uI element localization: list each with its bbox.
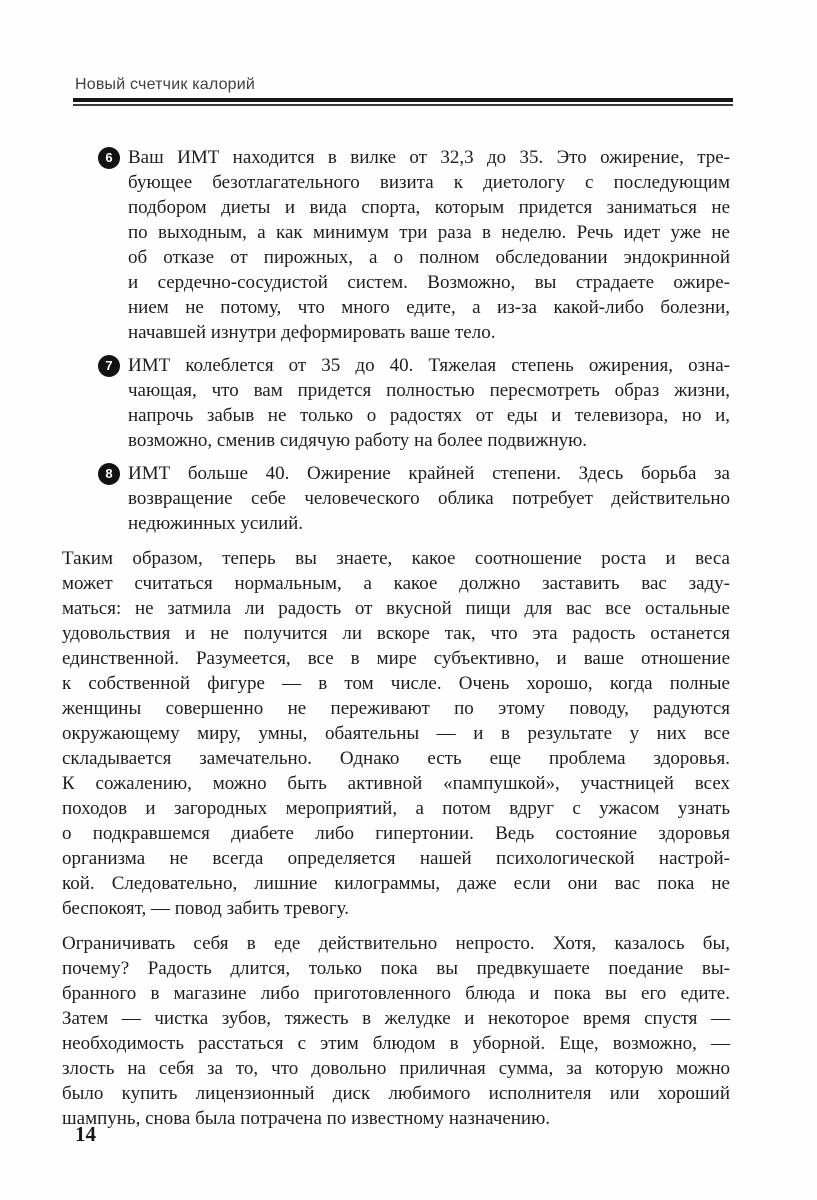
text-line: кой. Следовательно, лишние килограммы, даже если они вас пока не — [62, 873, 730, 894]
numbered-item-7 — [98, 353, 730, 453]
header-rule — [73, 98, 733, 106]
text-line: единственной. Разумеется, все в мире субъективно, и ваше отношение — [62, 648, 730, 669]
text-line: почему? Радость длится, только пока вы предвкушаете поедание вы- — [62, 958, 730, 979]
text-line: было купить лицензионный диск любимого исполнителя или хороший — [62, 1083, 730, 1104]
text-line: по выходным, а как минимум три раза в неделю. Речь идет уже не — [128, 222, 730, 243]
text-line: К сожалению, можно быть активной «пампушкой», участницей всех — [62, 773, 730, 794]
body-paragraph-2 — [62, 931, 730, 1131]
page-number: 14 — [75, 1122, 96, 1146]
text-line: злость на себя за то, что довольно приличная сумма, за которую можно — [62, 1058, 730, 1079]
text-line: ИМТ больше 40. Ожирение крайней степени. Здесь борьба за — [128, 463, 730, 484]
number-badge-icon: 8 — [98, 463, 120, 485]
text-line: Ограничивать себя в еде действительно непросто. Хотя, казалось бы, — [62, 933, 730, 954]
text-line: походов и загородных мероприятий, а потом вдруг с ужасом узнать — [62, 798, 730, 819]
text-line: складывается замечательно. Однако есть еще проблема здоровья. — [62, 748, 730, 769]
text-line: об отказе от пирожных, а о полном обследовании эндокринной — [128, 247, 730, 268]
body-paragraph-1 — [62, 546, 730, 921]
text-line: недюжинных усилий. — [128, 513, 304, 534]
text-line: Затем — чистка зубов, тяжесть в желудке и некоторое время спустя — — [62, 1008, 730, 1029]
text-line: начавшей изнутри деформировать ваше тело. — [128, 322, 496, 343]
text-line: маться: не затмила ли радость от вкусной пищи для вас все остальные — [62, 598, 730, 619]
text-line: возвращение себе человеческого облика потребует действительно — [128, 488, 730, 509]
text-line: беспокоят, — повод забить тревогу. — [62, 898, 350, 919]
number-badge-icon: 7 — [98, 355, 120, 377]
text-line: необходимость расстаться с этим блюдом в уборной. Еще, возможно, — — [62, 1033, 730, 1054]
text-line: удовольствия и не получится ли вскоре так, что эта радость останется — [62, 623, 730, 644]
text-line: Таким образом, теперь вы знаете, какое соотношение роста и веса — [62, 548, 730, 569]
text-line: напрочь забыв не только о радостях от еды и телевизора, но и, — [128, 405, 730, 426]
numbered-item-8 — [98, 461, 730, 536]
text-line: нием не потому, что много едите, а из-за какой-либо болезни, — [128, 297, 730, 318]
text-line: чающая, что вам придется полностью пересмотреть образ жизни, — [128, 380, 730, 401]
text-line: и сердечно-сосудистой систем. Возможно, вы страдаете ожире- — [128, 272, 730, 293]
text-line: к собственной фигуре — в том числе. Очень хорошо, когда полные — [62, 673, 730, 694]
page-body — [62, 145, 730, 1131]
text-line: организма не всегда определяется нашей психологической настрой- — [62, 848, 730, 869]
running-header: Новый счетчик калорий — [75, 76, 256, 93]
text-line: подбором диеты и вида спорта, которым придется заниматься не — [128, 197, 730, 218]
header-rule-thin-line — [73, 104, 733, 106]
text-line: ИМТ колеблется от 35 до 40. Тяжелая степень ожирения, озна- — [128, 355, 730, 376]
text-line: женщины совершенно не переживают по этому поводу, радуются — [62, 698, 730, 719]
text-line: бующее безотлагательного визита к диетологу с последующим — [128, 172, 730, 193]
numbered-item-text — [128, 461, 730, 536]
text-line: окружающему миру, умны, обаятельны — и в результате у них все — [62, 723, 730, 744]
text-line: может считаться нормальным, а какое должно заставить вас заду- — [62, 573, 730, 594]
text-line: бранного в магазине либо приготовленного блюда и пока вы его едите. — [62, 983, 730, 1004]
text-line: шампунь, снова была потрачена по известному назначению. — [62, 1108, 551, 1129]
numbered-item-text — [128, 353, 730, 453]
numbered-item-6 — [98, 145, 730, 345]
number-badge-icon: 6 — [98, 147, 120, 169]
text-line: Ваш ИМТ находится в вилке от 32,3 до 35. Это ожирение, тре- — [128, 147, 730, 168]
text-line: о подкравшемся диабете либо гипертонии. Ведь состояние здоровья — [62, 823, 730, 844]
numbered-item-text — [128, 145, 730, 345]
text-line: возможно, сменив сидячую работу на более подвижную. — [128, 430, 588, 451]
